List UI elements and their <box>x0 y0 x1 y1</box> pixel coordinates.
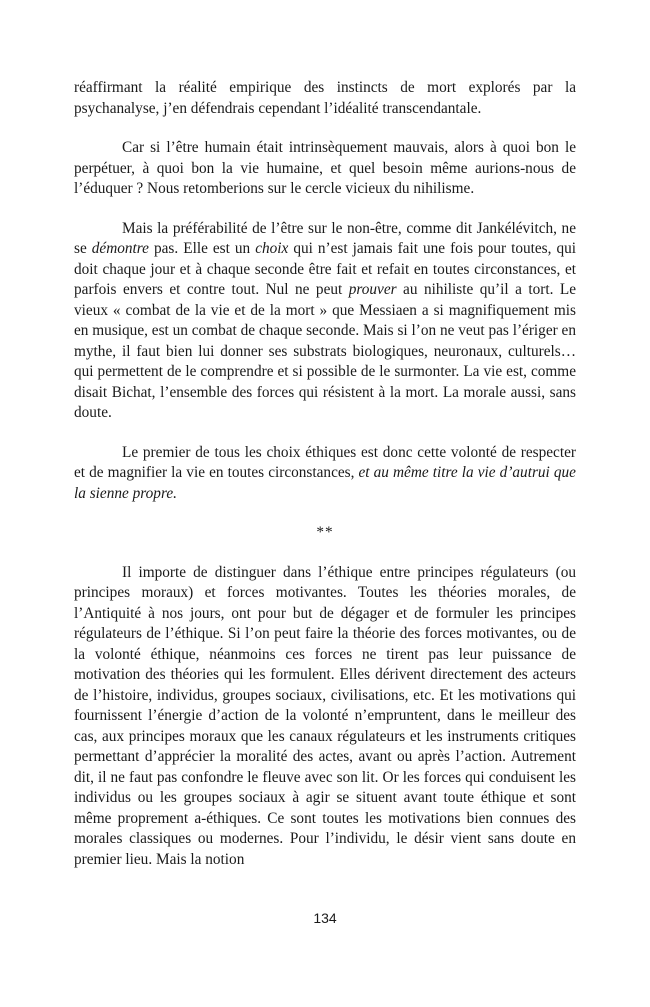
text-block-before <box>74 78 576 504</box>
text-run: au nihiliste qu’il a tort. Le vieux « combat de la vie et de la mort » que Messiaen a si magnifiquement mis en musique, est un combat de chaque seconde. Mais si l’on ne veut pas l’ériger en mythe, il faut bien lui donner ses substrats biologiques, neuronaux, culturels… qui permettent de le comprendre et si possible de le surmonter. La vie est, comme disait Bichat, l’ensemble des forces qui résistent à la mort. La morale aussi, sans doute. <box>74 281 576 421</box>
text-block-after <box>74 563 576 871</box>
text-run: Il importe de distinguer dans l’éthique entre principes régulateurs (ou principes moraux) et forces motivantes. Toutes les théories morales, de l’Antiquité à nos jours, ont pour but de dégager et de formuler les principes régulateurs de l’éthique. Si l’on peut faire la théorie des forces motivantes, ou de la volonté éthique, néanmoins ces forces ne tirent pas leur puissance de motivation des théories qui les formulent. Elles dérivent directement des acteurs de l’histoire, individus, groupes sociaux, civilisations, etc. Et les motivations qui fournissent l’énergie d’action de la volonté n’empruntent, dans le meilleur des cas, aux principes moraux que les canaux régulateurs et les instruments critiques permettant d’apprécier la moralité des actes, avant ou après l’action. Autrement dit, il ne faut pas confondre le fleuve avec son lit. Or les forces qui conduisent les individus ou les groupes sociaux à agir se situent avant toute éthique et sont même proprement a-éthiques. Ce sont toutes les motivations bien connues des morales classiques ou modernes. Pour l’individu, le désir vient sans doute en premier lieu. Mais la notion <box>74 563 576 868</box>
paragraph <box>74 138 576 200</box>
emphasis-text: et au même titre la vie d’autrui que la sienne propre. <box>74 464 576 502</box>
page-number: 134 <box>313 910 337 926</box>
text-run: Car si l’être humain était intrinsèquement mauvais, alors à quoi bon le perpétuer, à quoi bon la vie humaine, et quel besoin même aurions-nous de l’éduquer ? Nous retomberions sur le cercle vicieux du nihilisme. <box>74 139 576 197</box>
emphasis-text: choix <box>255 240 289 257</box>
text-run: réaffirmant la réalité empirique des instincts de mort explorés par la psychanalyse, j’en défendrais cependant l’idéalité transcendantale. <box>74 79 576 117</box>
text-run: qui n’est jamais fait une fois pour toutes, qui doit chaque jour et à chaque seconde être fait et refait en toutes circonstances, et parfois envers et contre tout. Nul ne peut <box>74 240 577 298</box>
paragraph <box>74 563 576 871</box>
paragraph <box>74 78 576 119</box>
paragraph <box>74 443 576 505</box>
text-run: Le premier de tous les choix éthiques est donc cette volonté de respecter et de magnifier la vie en toutes circonstances, <box>74 443 576 481</box>
emphasis-text: prouver <box>348 281 397 298</box>
text-run: Mais la préférabilité de l’être sur le non-être, comme dit Jankélévitch, ne se <box>74 219 576 257</box>
emphasis-text: démontre <box>91 240 149 257</box>
paragraph <box>74 219 576 424</box>
text-run: pas. Elle est un <box>148 240 256 257</box>
section-separator: ** <box>316 524 334 541</box>
page-body <box>74 78 576 870</box>
